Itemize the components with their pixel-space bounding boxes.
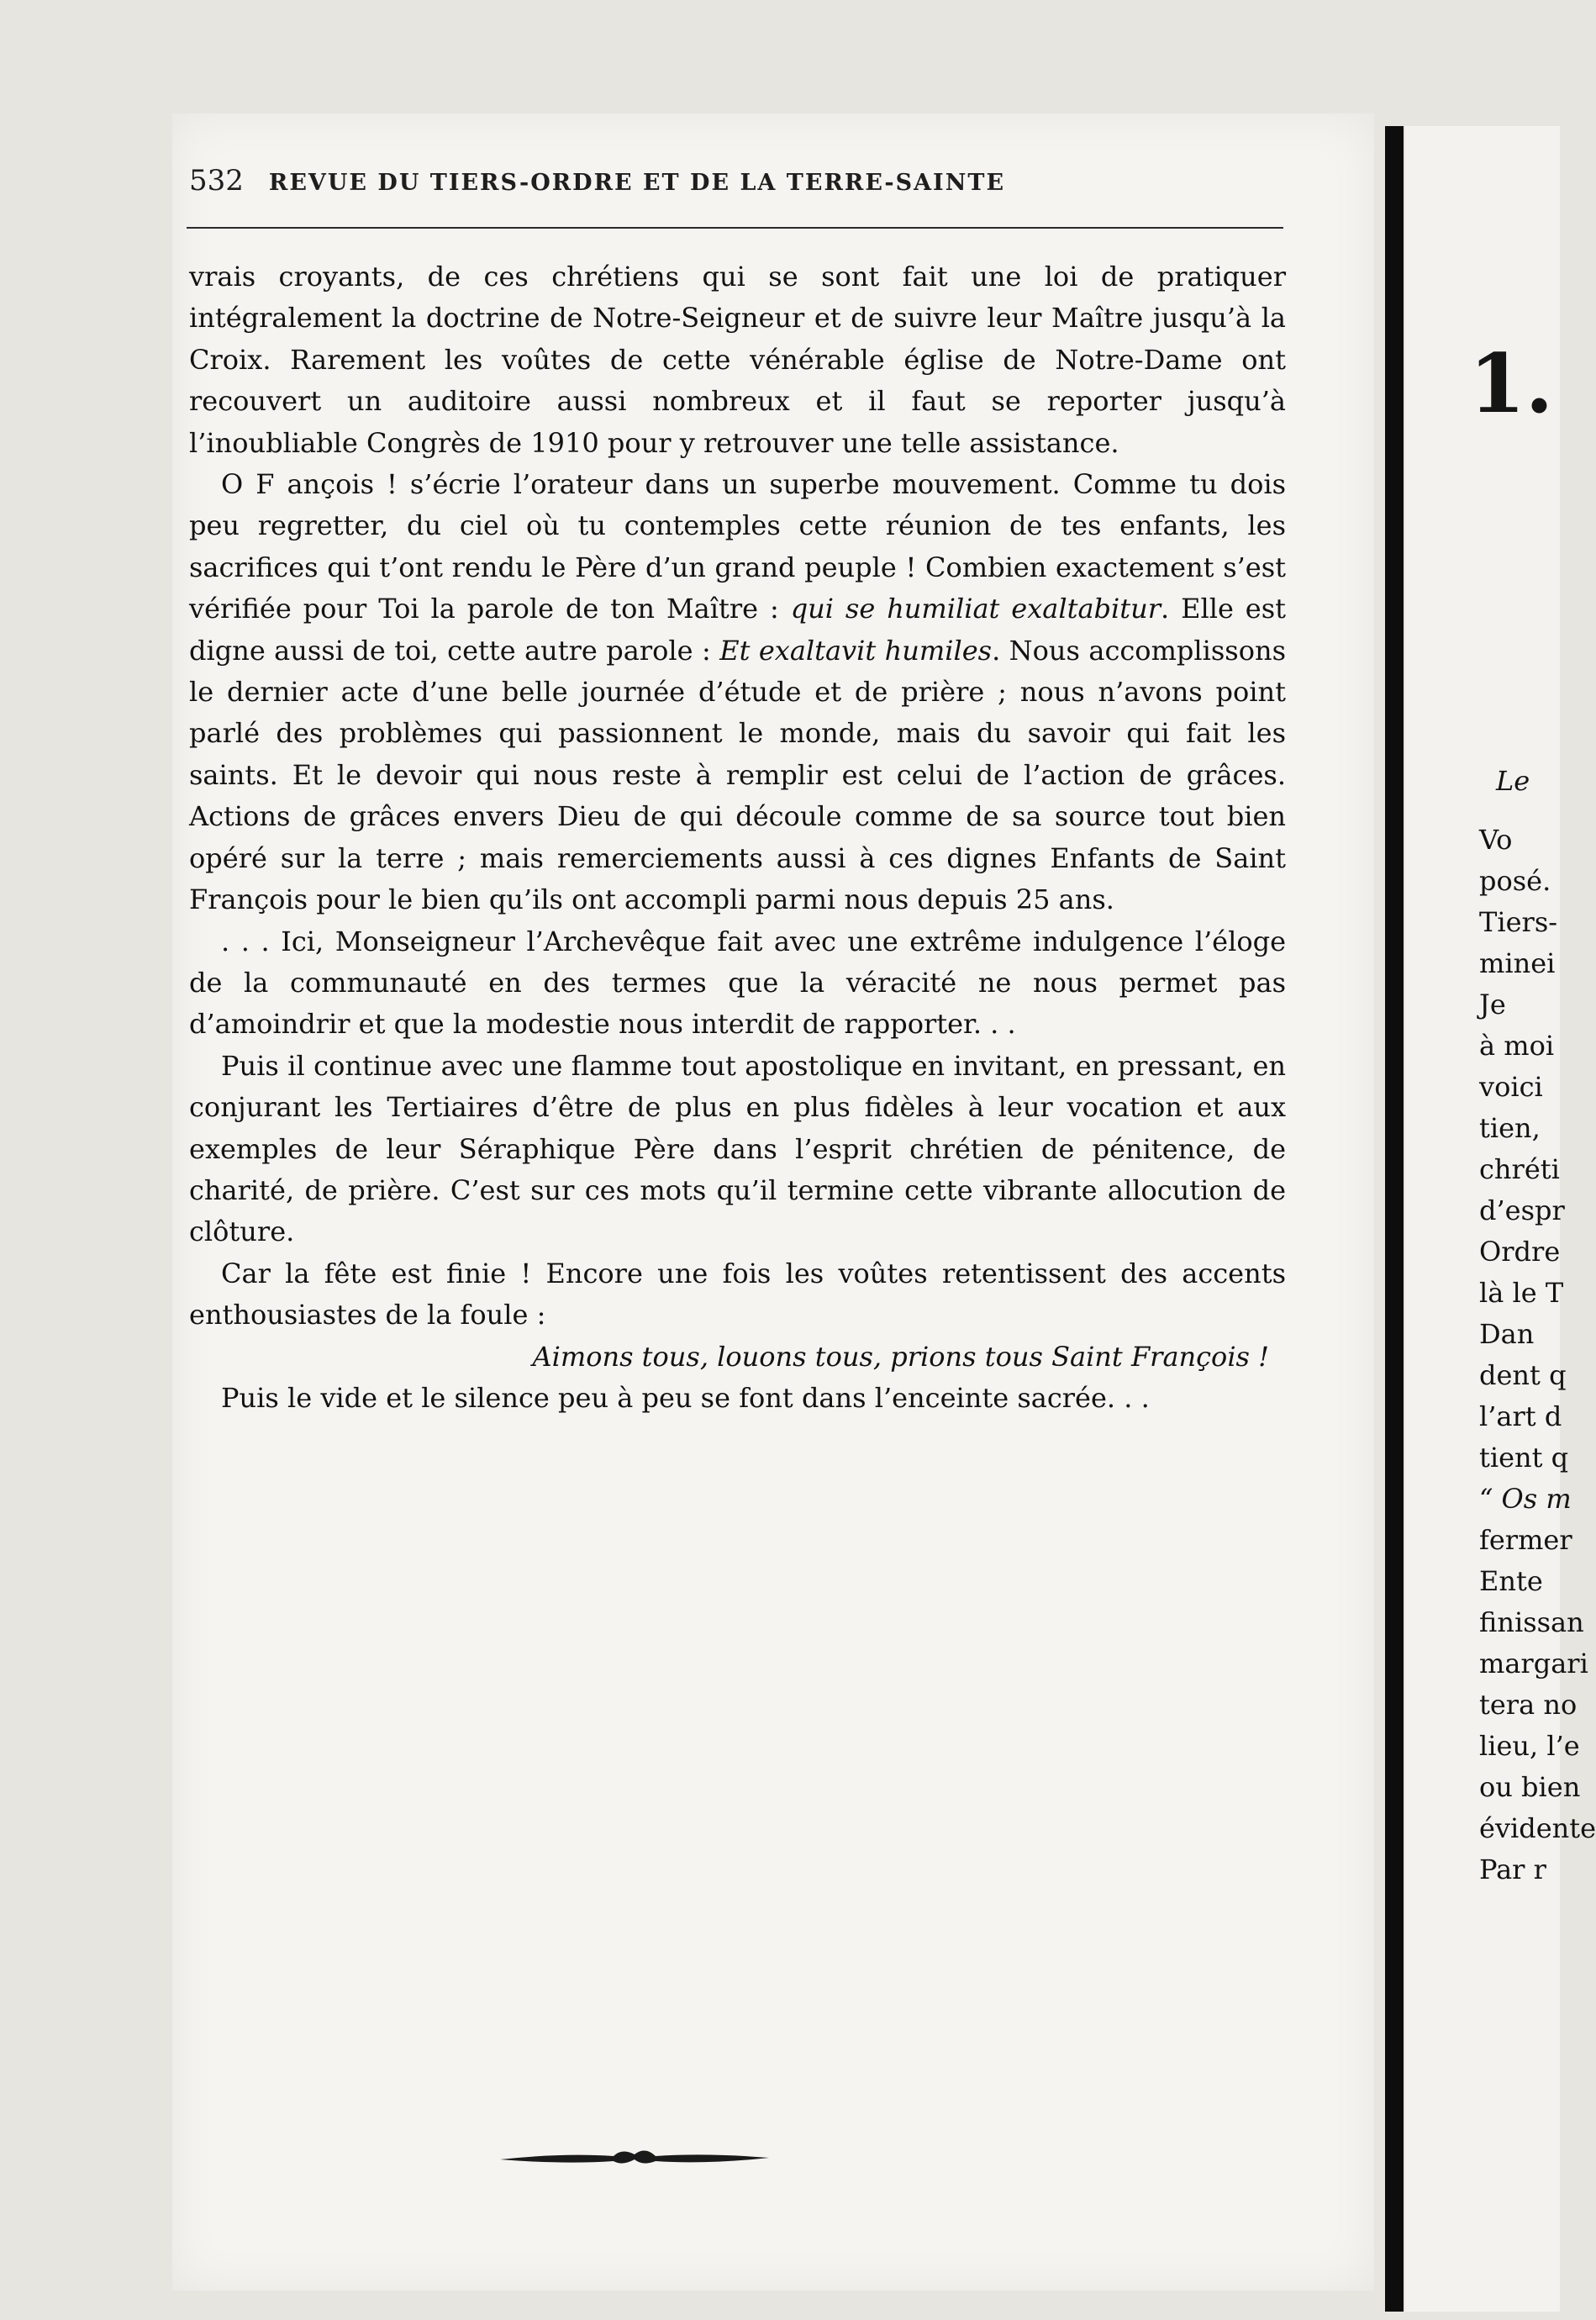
page-number: 532	[189, 164, 244, 198]
right-page-line: Vo	[1479, 824, 1513, 856]
article-body	[189, 256, 1286, 1419]
right-page-heading: 1.	[1469, 336, 1554, 431]
right-page-line: margari	[1479, 1648, 1588, 1679]
right-page-line: lieu, l’e	[1479, 1730, 1580, 1762]
right-page-line: fermer	[1479, 1524, 1572, 1556]
right-page-line: posé.	[1479, 865, 1551, 897]
hymn-verse: Aimons tous, louons tous, prions tous Saint François !	[532, 1340, 1269, 1373]
right-page-lines	[1479, 820, 1596, 1890]
right-page-line: Ente	[1479, 1565, 1543, 1597]
right-page-line: évidente	[1479, 1812, 1596, 1844]
paragraph-4: Puis il continue avec une flamme tout apostolique en invitant, en pressant, en conjurant les Tertiaires d’être de plus en plus fidèles à leur vocation et aux exemples de leur Séraphique Père dans l’esprit chrétien de pénitence, de charité, de prière. C’est sur ces mots qu’il termine cette vibrante allocution de clôture.	[189, 1049, 1286, 1248]
right-page-line: Je	[1479, 989, 1506, 1020]
right-page-line: voici	[1479, 1071, 1543, 1103]
running-title: REVUE DU TIERS-ORDRE ET DE LA TERRE-SAINTE	[268, 170, 1006, 196]
right-page-line: Ordre	[1479, 1236, 1561, 1268]
page-header	[189, 164, 1290, 214]
paragraph-2-text-a: O F ançois ! s’écrie l’orateur dans un superbe mouvement. Comme tu dois peu regretter, du ciel où tu contemples cette réunion de tes enfants, les sacrifices qui t’ont rendu le Père d’un grand peuple ! Combien exactement s’est vérifiée pour Toi la parole de ton Maître :	[189, 468, 1286, 625]
right-page-line: tient q	[1479, 1442, 1569, 1474]
book-gutter	[1385, 126, 1404, 2312]
paragraph-1: vrais croyants, de ces chrétiens qui se sont fait une loi de pratiquer intégralement la doctrine de Notre-Seigneur et de suivre leur Maître jusqu’à la Croix. Rarement les voûtes de cette vénérable église de Notre-Dame ont recouvert un auditoire aussi nombreux et il faut se reporter jusqu’à l’inoubliable Congrès de 1910 pour y retrouver une telle assistance.	[189, 261, 1286, 459]
right-page-line: ou bien	[1479, 1771, 1581, 1803]
latin-quote-2: Et exaltavit humiles	[719, 634, 993, 667]
right-page-line: Par r	[1479, 1853, 1546, 1885]
right-page-line: l’art d	[1479, 1400, 1562, 1432]
right-page-line: Dan	[1479, 1318, 1535, 1350]
right-page-italic-start: Le	[1496, 765, 1530, 797]
paragraph-6: Puis le vide et le silence peu à peu se font dans l’enceinte sacrée. . .	[221, 1381, 1150, 1414]
end-ornament	[496, 2139, 773, 2173]
paragraph-3: . . . Ici, Monseigneur l’Archevêque fait avec une extrême indulgence l’éloge de la communauté en des termes que la véracité ne nous permet pas d’amoindrir et que la modestie nous interdit de rapporter. . .	[189, 925, 1286, 1041]
right-page-line: là le T	[1479, 1277, 1564, 1309]
paragraph-2	[189, 464, 1286, 920]
right-page-line: dent q	[1479, 1359, 1567, 1391]
right-page-line: minei	[1479, 947, 1556, 979]
header-rule	[187, 227, 1283, 229]
right-page-line: tera no	[1479, 1689, 1578, 1721]
paragraph-2-text-c: . Nous accomplissons le dernier acte d’une belle journée d’étude et de prière ; nous n’avons point parlé des problèmes qui passionnent le monde, mais du savoir qui fait les saints. Et le devoir qui nous reste à remplir est celui de l’action de grâces. Actions de grâces envers Dieu de qui découle comme de sa source tout bien opéré sur la terre ; mais remerciements aussi à ces dignes Enfants de Saint François pour le bien qu’ils ont accompli parmi nous depuis 25 ans.	[189, 634, 1287, 916]
paragraph-2-text-b: . Elle est digne aussi de toi, cette autre parole :	[189, 593, 1287, 667]
right-page-line: finissan	[1479, 1606, 1584, 1638]
right-page-line: “ Os m	[1479, 1483, 1572, 1515]
right-page-line: d’espr	[1479, 1194, 1565, 1226]
right-page-line: tien,	[1479, 1112, 1541, 1144]
right-page-line: chréti	[1479, 1153, 1560, 1185]
right-page-line: à moi	[1479, 1030, 1555, 1062]
paragraph-5: Car la fête est finie ! Encore une fois les voûtes retentissent des accents enthousiastes de la foule :	[189, 1257, 1286, 1331]
latin-quote-1: qui se humiliat exaltabitur	[790, 593, 1161, 625]
right-page-line: Tiers-	[1479, 906, 1558, 938]
